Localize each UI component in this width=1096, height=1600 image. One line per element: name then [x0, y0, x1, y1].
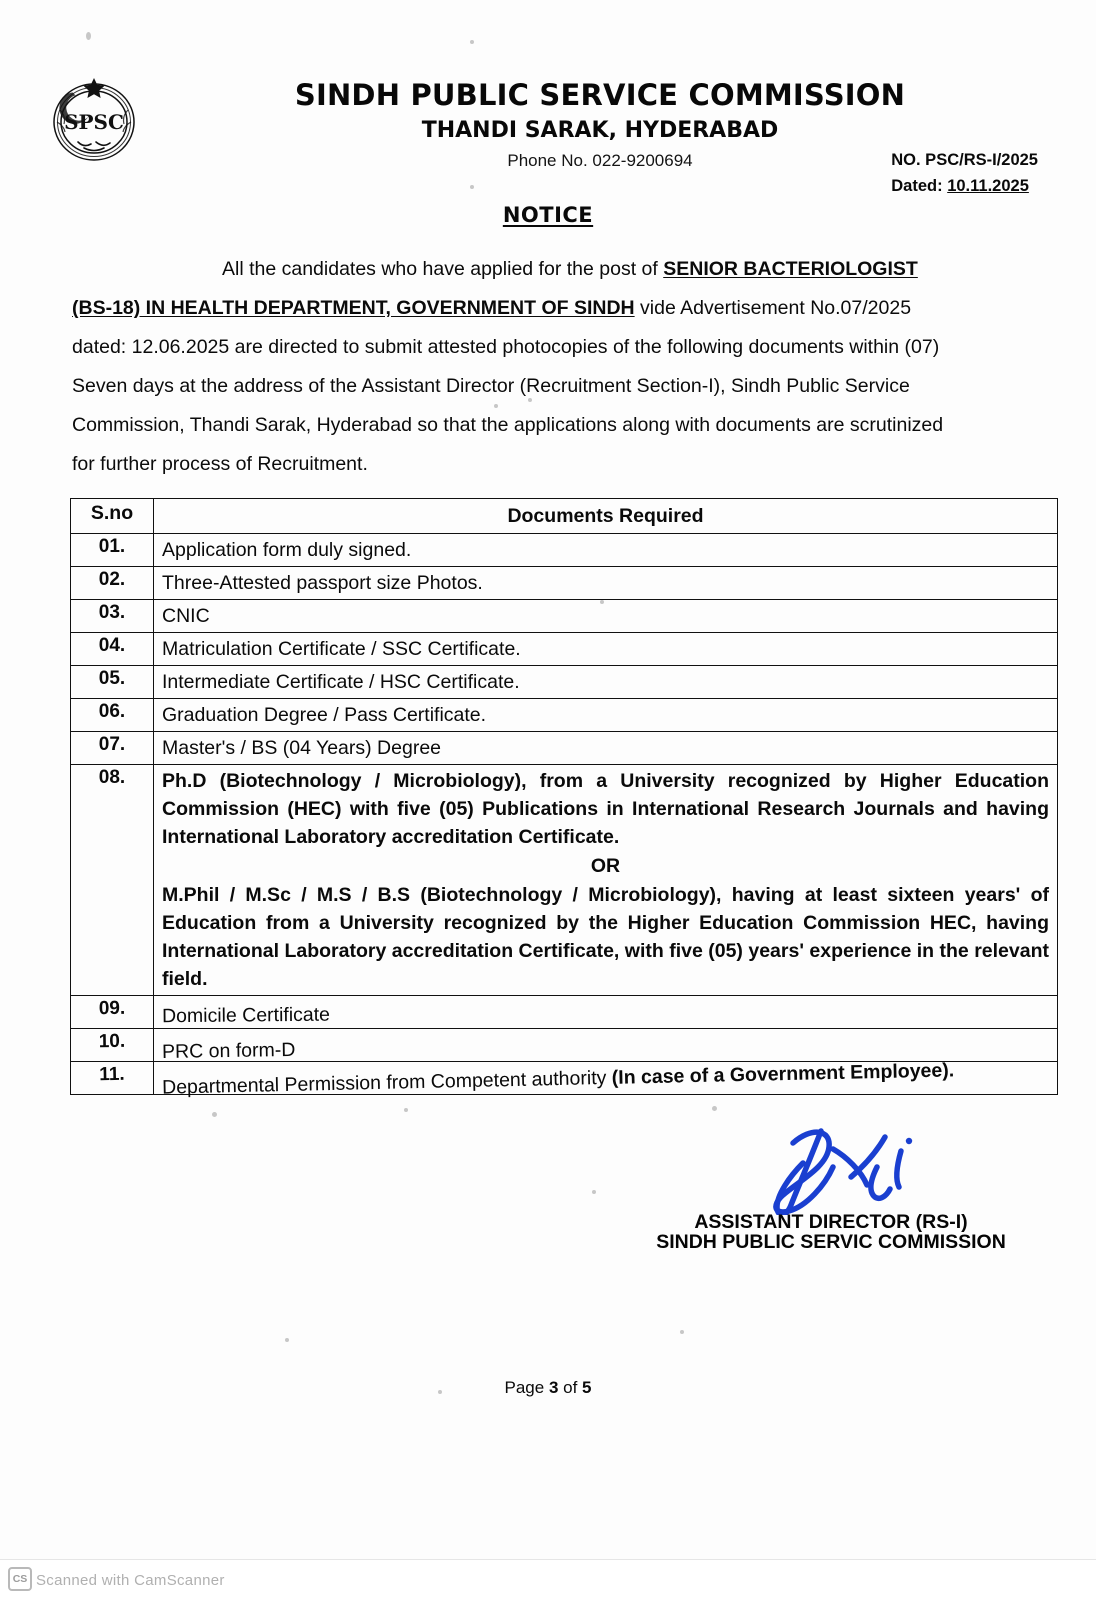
- svg-text:SPSC: SPSC: [64, 110, 124, 134]
- documents-required-table: [70, 498, 1058, 1099]
- row-number: 09.: [71, 996, 154, 1029]
- dated-label: Dated:: [891, 176, 943, 195]
- table-row: [71, 633, 1058, 666]
- row-document: Application form duly signed.: [154, 534, 1058, 567]
- body-line-1a: All the candidates who have applied for the post of: [222, 258, 664, 280]
- organization-title: SINDH PUBLIC SERVICE COMMISSION: [294, 78, 906, 112]
- camscanner-watermark-text: Scanned with CamScanner: [36, 1572, 225, 1589]
- table-row: [71, 1062, 1058, 1095]
- row-number: 06.: [71, 699, 154, 732]
- table-row-qualification: [71, 765, 1058, 996]
- row-document-note: (In case of a Government Employee).: [611, 1059, 955, 1089]
- row-document: Matriculation Certificate / SSC Certificate.: [154, 633, 1058, 666]
- row-document: Intermediate Certificate / HSC Certificate.: [154, 666, 1058, 699]
- scan-speck: [712, 1106, 717, 1111]
- table-row: [71, 996, 1058, 1029]
- body-line-2a: vide Advertisement No.07/2025: [634, 297, 912, 319]
- scan-speck: [285, 1338, 289, 1342]
- row-number: 01.: [71, 534, 154, 567]
- row-number: 11.: [71, 1062, 154, 1095]
- table-header-row: [71, 499, 1058, 534]
- page-total: 5: [582, 1378, 592, 1397]
- table-row: [71, 732, 1058, 765]
- notice-heading: NOTICE: [502, 203, 594, 227]
- row-number: 03.: [71, 600, 154, 633]
- row-document: [154, 1059, 1058, 1099]
- page-prefix: Page: [504, 1378, 549, 1397]
- scan-speck: [212, 1112, 217, 1117]
- row-number: 08.: [71, 765, 154, 996]
- notice-body: [72, 250, 1060, 484]
- signatory-designation: ASSISTANT DIRECTOR (RS-I): [694, 1211, 968, 1233]
- reference-number: NO. PSC/RS-I/2025: [891, 151, 1038, 169]
- table-row: [71, 534, 1058, 567]
- post-department-highlight: (BS-18) IN HEALTH DEPARTMENT, GOVERNMENT OF SINDH: [72, 297, 635, 319]
- dated-value: 10.11.2025: [947, 176, 1029, 195]
- signatory-organization: SINDH PUBLIC SERVIC COMMISSION: [656, 1231, 1006, 1253]
- signature-block: [621, 1115, 1041, 1255]
- table-row: [71, 699, 1058, 732]
- body-line-3: dated: 12.06.2025 are directed to submit attested photocopies of the following documents within (07): [72, 336, 940, 358]
- post-title-highlight: SENIOR BACTERIOLOGIST: [663, 258, 918, 280]
- page-number: [0, 1378, 1096, 1398]
- table-row: [71, 666, 1058, 699]
- table-row: [71, 600, 1058, 633]
- scan-speck: [592, 1190, 596, 1194]
- spsc-seal-logo: [44, 72, 140, 164]
- document-date: [891, 174, 1038, 200]
- reference-block: [891, 148, 1038, 199]
- handwritten-signature: [701, 1115, 961, 1215]
- scan-speck: [404, 1108, 408, 1112]
- phone-number: Phone No. 022-9200694: [507, 151, 693, 170]
- page-current: 3: [548, 1378, 559, 1397]
- row-document: Graduation Degree / Pass Certificate.: [154, 699, 1058, 732]
- body-line-5: Commission, Thandi Sarak, Hyderabad so that the applications along with documents are scrutinized: [72, 414, 944, 436]
- organization-address: THANDI SARAK, HYDERABAD: [421, 118, 779, 143]
- row-number: 10.: [71, 1029, 154, 1062]
- row-document: PRC on form-D: [154, 1029, 1058, 1062]
- body-line-4: Seven days at the address of the Assistant Director (Recruitment Section-I), Sindh Public Service: [72, 375, 910, 397]
- row-document: CNIC: [154, 600, 1058, 633]
- body-line-6: for further process of Recruitment.: [72, 453, 368, 475]
- row-document-text: Departmental Permission from Competent authority: [161, 1066, 613, 1099]
- qualification-or-divider: OR: [590, 855, 621, 877]
- page-mid: of: [558, 1378, 583, 1397]
- scan-speck: [470, 185, 474, 189]
- column-header-sno: S.no: [71, 499, 154, 534]
- row-number: 04.: [71, 633, 154, 666]
- row-document-qualification: [154, 765, 1058, 996]
- table-row: [71, 567, 1058, 600]
- qualification-option-phd: Ph.D (Biotechnology / Microbiology), from a University recognized by Higher Education Commission (HEC) with five (05) Publications in International Research Journals and having International Laboratory accreditation Certificate.: [162, 770, 1049, 848]
- row-number: 05.: [71, 666, 154, 699]
- row-document: Domicile Certificate: [154, 996, 1058, 1029]
- column-header-documents: Documents Required: [154, 499, 1058, 534]
- scan-speck: [86, 32, 91, 40]
- row-number: 02.: [71, 567, 154, 600]
- row-document: Master's / BS (04 Years) Degree: [154, 732, 1058, 765]
- row-document: Three-Attested passport size Photos.: [154, 567, 1058, 600]
- row-number: 07.: [71, 732, 154, 765]
- qualification-option-mphil: M.Phil / M.Sc / M.S / B.S (Biotechnology / Microbiology), having at least sixteen years' of Education from a University recognized by the Higher Education Commission HEC, having International Laboratory accreditation Certificate, with five (05) years' experience in the relevant field.: [162, 884, 1049, 990]
- scan-speck: [470, 40, 474, 44]
- camscanner-logo-icon: CS: [8, 1567, 32, 1591]
- scan-speck: [680, 1330, 684, 1334]
